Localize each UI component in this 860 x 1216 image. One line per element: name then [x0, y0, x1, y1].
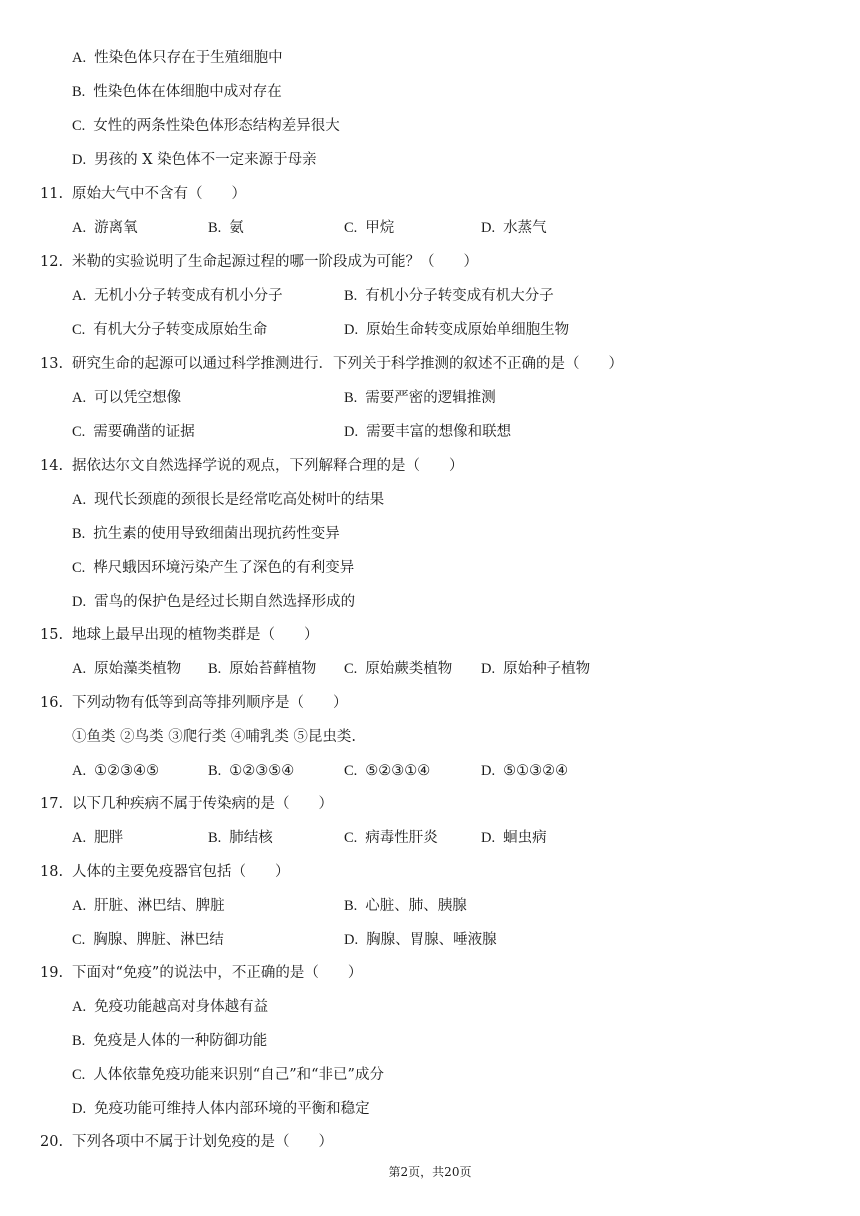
option-a: A. 肝脏、淋巴结、脾脏 [72, 898, 225, 914]
option-c: C. 桦尺蛾因环境污染产生了深色的有利变异 [72, 560, 355, 576]
question-text: 下列各项中不属于计划免疫的是（ ） [72, 1134, 333, 1150]
option-b: B. 性染色体在体细胞中成对存在 [72, 84, 282, 100]
option-b: B. 心脏、肺、胰腺 [344, 898, 467, 914]
option-d: D. 蛔虫病 [481, 830, 547, 846]
question-number: 12. [40, 254, 64, 270]
option-b: B. 有机小分子转变成有机大分子 [344, 288, 554, 304]
option-d: D. 原始种子植物 [481, 661, 591, 677]
question-text: 原始大气中不含有（ ） [72, 186, 246, 202]
page-footer: 第2页，共20页 [388, 1165, 472, 1179]
question-text: 研究生命的起源可以通过科学推测进行．下列关于科学推测的叙述不正确的是（ ） [72, 356, 623, 372]
option-b: B. 免疫是人体的一种防御功能 [72, 1033, 268, 1049]
option-a: A. ①②③④⑤ [72, 763, 160, 779]
option-a: A. 无机小分子转变成有机小分子 [72, 288, 283, 304]
question-number: 19. [40, 965, 64, 981]
question-text: 人体的主要免疫器官包括（ ） [72, 864, 290, 880]
option-d: D. 男孩的 X 染色体不一定来源于母亲 [72, 152, 317, 168]
question-text: 据依达尔文自然选择学说的观点，下列解释合理的是（ ） [72, 458, 464, 474]
option-b: B. 氨 [208, 220, 244, 236]
question-number: 13. [40, 356, 64, 372]
option-d: D. ⑤①③②④ [481, 763, 569, 779]
option-c: C. 有机大分子转变成原始生命 [72, 322, 268, 338]
option-d: D. 需要丰富的想像和联想 [344, 424, 512, 440]
question-number: 11. [40, 186, 64, 202]
option-c: C. 人体依靠免疫功能来识别“自己”和“非已”成分 [72, 1067, 384, 1083]
option-c: C. 需要确凿的证据 [72, 424, 195, 440]
exam-page: A. 性染色体只存在于生殖细胞中 B. 性染色体在体细胞中成对存在 C. 女性的两条性染色体形态结构差异很大 D. 男孩的 X 染色体不一定来源于母亲 11. 原始大气中不含有（ ） A. 游离氧 B. 氨 C. 甲烷 D. 水蒸气 12. 米勒的实验说明了生命起源过程的哪一阶段成为可能？（ ） A. 无机小分子转变成有机小分子 B. 有机小分子转变成有机大分子 C. 有机大分子转变成原始生命 D. 原始生命转变成原始单细胞生物 13. 研究生命的起源可以通过科学推测进行．下列关于科学推测的叙述不正确的是（ ） A. 可以凭空想像 B. 需要严密的逻辑推测 C. 需要确凿的证据 D. 需要丰富的想像和联想 14. 据依达尔文自然选择学说的观点，下列解释合理的是（ ） A. 现代长颈鹿的颈很长是经常吃高处树叶的结果 B. 抗生素的使用导致细菌出现抗药性变异 C. 桦尺蛾因环境污染产生了深色的有利变异 D. 雷鸟的保护色是经过长期自然选择形成的 15. 地球上最早出现的植物类群是（ ） A. 原始藻类植物 B. 原始苔藓植物 C. 原始蕨类植物 D. 原始种子植物 16. 下列动物有低等到高等排列顺序是（ ） ①鱼类 ②鸟类 ③爬行类 ④哺乳类 ⑤昆虫类. A. ①②③④⑤ B. ①②③⑤④ C. ⑤②③①④ D. ⑤①③②④ 17. 以下几种疾病不属于传染病的是（ ） A. 肥胖 B. 肺结核 C. 病毒性肝炎 D. 蛔虫病 18. 人体的主要免疫器官包括（ ） A. 肝脏、淋巴结、脾脏 B. 心脏、肺、胰腺 C. 胸腺、脾脏、淋巴结 D. 胸腺、胃腺、唾液腺 19. 下面对“免疫”的说法中，不正确的是（ ） A. 免疫功能越高对身体越有益 B. 免疫是人体的一种防御功能 C. 人体依靠免疫功能来识别“自己”和“非已”成分 D. 免疫功能可维持人体内部环境的平衡和稳定 20. 下列各项中不属于计划免疫的是（ ） 第2页，共20页 [0, 0, 860, 1216]
option-b: B. 肺结核 [208, 830, 273, 846]
option-b: B. 需要严密的逻辑推测 [344, 390, 496, 406]
option-a: A. 原始藻类植物 [72, 661, 182, 677]
option-b: B. 原始苔藓植物 [208, 661, 317, 677]
option-a: A. 免疫功能越高对身体越有益 [72, 999, 269, 1015]
question-text: 米勒的实验说明了生命起源过程的哪一阶段成为可能？（ ） [72, 254, 478, 270]
option-a: A. 游离氧 [72, 220, 138, 236]
option-c: C. 女性的两条性染色体形态结构差异很大 [72, 118, 340, 134]
question-number: 20. [40, 1134, 64, 1150]
option-c: C. 病毒性肝炎 [344, 830, 438, 846]
question-number: 17. [40, 796, 64, 812]
option-c: C. 甲烷 [344, 220, 395, 236]
question-number: 15. [40, 627, 64, 643]
option-d: D. 原始生命转变成原始单细胞生物 [344, 322, 570, 338]
question-text: 地球上最早出现的植物类群是（ ） [72, 627, 319, 643]
option-d: D. 雷鸟的保护色是经过长期自然选择形成的 [72, 594, 356, 610]
option-d: D. 胸腺、胃腺、唾液腺 [344, 932, 497, 948]
option-a: A. 性染色体只存在于生殖细胞中 [72, 50, 283, 66]
option-d: D. 免疫功能可维持人体内部环境的平衡和稳定 [72, 1101, 370, 1117]
option-a: A. 可以凭空想像 [72, 390, 182, 406]
option-d: D. 水蒸气 [481, 220, 547, 236]
option-b: B. ①②③⑤④ [208, 763, 295, 779]
question-text: 下列动物有低等到高等排列顺序是（ ） [72, 695, 348, 711]
option-a: A. 现代长颈鹿的颈很长是经常吃高处树叶的结果 [72, 492, 385, 508]
option-c: C. 胸腺、脾脏、淋巴结 [72, 932, 224, 948]
question-text: 下面对“免疫”的说法中，不正确的是（ ） [72, 965, 363, 981]
option-b: B. 抗生素的使用导致细菌出现抗药性变异 [72, 526, 340, 542]
question-number: 16. [40, 695, 64, 711]
option-c: C. 原始蕨类植物 [344, 661, 453, 677]
option-a: A. 肥胖 [72, 830, 124, 846]
question-number: 18. [40, 864, 64, 880]
option-c: C. ⑤②③①④ [344, 763, 431, 779]
question-text: 以下几种疾病不属于传染病的是（ ） [72, 796, 333, 812]
question-number: 14. [40, 458, 64, 474]
